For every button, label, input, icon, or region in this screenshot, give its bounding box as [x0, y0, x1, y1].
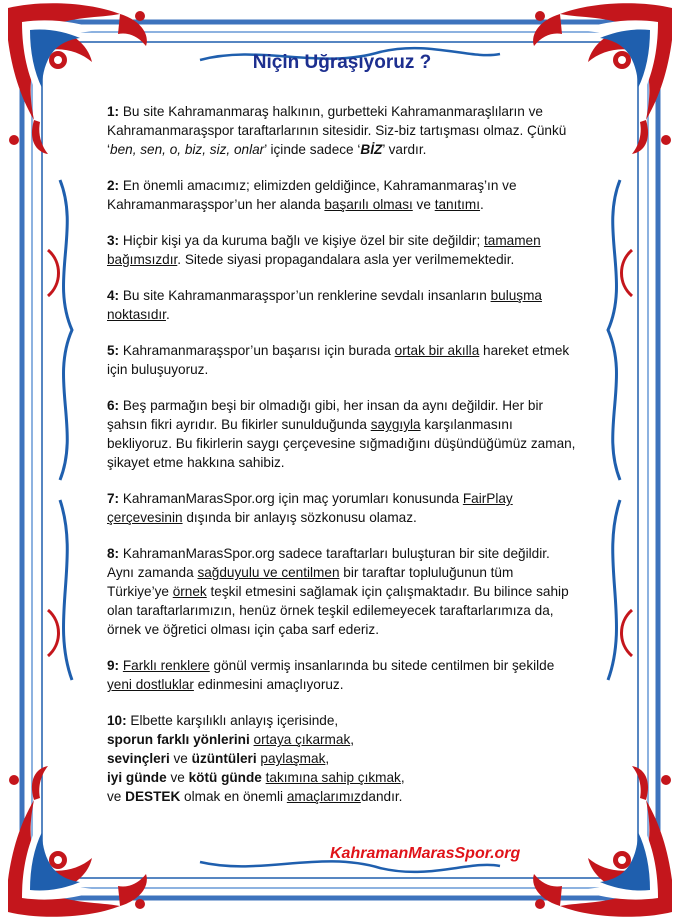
paragraph-text: ve — [412, 197, 435, 212]
underlined-phrase: saygıyla — [370, 417, 421, 432]
underlined-phrase: örnek — [172, 584, 207, 599]
paragraph-text: ’ vardır. — [382, 142, 427, 157]
paragraph — [107, 656, 577, 694]
underlined-phrase: ortaya çıkarmak — [253, 732, 351, 747]
paragraph — [107, 231, 577, 269]
paragraph-text: Beş parmağın beşi bir olmadığı gibi, her insan da aynı değildir. Her bir şahsın fikri ayrıdır. Bu fikirler sunulduğunda — [107, 398, 543, 432]
paragraph-text: teşkil etmesini sağlamak için çalışmaktadır. Bu bilince sahip olan taraftarlarımızın, henüz örnek teşkil edilemeyecek taraftarlarımıza da, örnek ve öğretici olması için çaba sarf ederiz. — [107, 584, 569, 637]
paragraph-text: ve — [166, 770, 189, 785]
paragraph-text: olmak en önemli — [180, 789, 287, 804]
bold-phrase: DESTEK — [125, 789, 181, 804]
paragraph-text: gönül vermiş insanlarında bu sitede centilmen bir şekilde — [209, 658, 555, 673]
paragraph-text: , — [325, 751, 330, 766]
paragraph-text: Hiçbir kişi ya da kuruma bağlı ve kişiye özel bir site değildir; — [119, 233, 485, 248]
underlined-phrase: ortak bir akılla — [394, 343, 480, 358]
paragraph-text: dışında bir anlayış sözkonusu olamaz. — [182, 510, 417, 525]
paragraph-text: . Sitede siyasi propagandalara asla yer verilmemektedir. — [177, 252, 515, 267]
paragraph-number: 5: — [107, 343, 120, 358]
paragraph-text: KahramanMarasSpor.org için maç yorumları konusunda — [119, 491, 463, 506]
paragraph-number: 2: — [107, 178, 120, 193]
site-name: KahramanMarasSpor.org — [330, 845, 521, 862]
underlined-phrase: amaçlarımız — [286, 789, 361, 804]
underlined-phrase: yeni dostluklar — [107, 677, 194, 692]
underlined-phrase: buluşma noktasıdır — [107, 288, 542, 322]
paragraph-text: hareket etmek için buluşuyoruz. — [107, 343, 570, 377]
bold-phrase: sevinçleri — [107, 751, 170, 766]
paragraph-text: Bu site Kahramanmaraşspor’un renklerine sevdalı insanların — [119, 288, 491, 303]
paragraph-text: ve — [107, 789, 126, 804]
paragraph-text: ’ içinde sadece ‘ — [264, 142, 361, 157]
paragraph — [107, 489, 577, 527]
paragraph-text: ve — [169, 751, 192, 766]
bold-phrase: sporun farklı yönlerini — [107, 732, 250, 747]
paragraph-text: KahramanMarasSpor.org sadece taraftarları buluşturan bir site değildir. Aynı zamanda — [107, 546, 550, 580]
bold-phrase: kötü günde — [188, 770, 262, 785]
bold-phrase: üzüntüleri — [191, 751, 257, 766]
paragraph — [107, 711, 577, 806]
underlined-phrase: Farklı renklere — [122, 658, 210, 673]
paragraph-text: , — [400, 770, 405, 785]
paragraph-number: 7: — [107, 491, 120, 506]
paragraph-text: edinmesini amaçlıyoruz. — [193, 677, 344, 692]
page-title: Niçin Uğraşıyoruz ? — [252, 52, 432, 73]
underlined-phrase: tamamen bağımsızdır — [107, 233, 541, 267]
paragraph-number: 6: — [107, 398, 120, 413]
bold-phrase: iyi günde — [107, 770, 167, 785]
paragraph-number: 3: — [107, 233, 120, 248]
paragraph-text: . — [480, 197, 484, 212]
paragraph-number: 4: — [107, 288, 120, 303]
paragraph-text: karşılanmasını bekliyoruz. Bu fikirlerin saygı çerçevesine sığmadığını düşündüğümüz zaman, şikayet etme hakkına sahibiz. — [107, 417, 576, 470]
paragraph — [107, 286, 577, 324]
underlined-phrase: takımına sahip çıkmak — [265, 770, 401, 785]
underlined-phrase: tanıtımı — [434, 197, 481, 212]
paragraph — [107, 544, 577, 639]
paragraph-text: Elbette karşılıklı anlayış içerisinde, — [126, 713, 339, 728]
underlined-phrase: paylaşmak — [260, 751, 326, 766]
paragraph-text: Bu site Kahramanmaraş halkının, gurbetteki Kahramanmaraşlıların ve Kahramanmaraşspor taraftarlarının sitesidir. Siz-biz tartışması olmaz. Çünkü ‘ — [107, 104, 567, 157]
paragraph-text: dandır. — [360, 789, 403, 804]
paragraph — [107, 341, 577, 379]
paragraph-number: 9: — [107, 658, 120, 673]
paragraph-text: , — [350, 732, 355, 747]
paragraph-list — [107, 102, 577, 806]
paragraph-text: ben, sen, o, biz, siz, onlar — [110, 142, 265, 157]
paragraph — [107, 176, 577, 214]
paragraph-text: En önemli amacımız; elimizden geldiğince, Kahramanmaraş’ın ve Kahramanmaraşspor’un her alanda — [107, 178, 517, 212]
content-area — [107, 52, 577, 823]
paragraph-number: 1: — [107, 104, 120, 119]
paragraph-text: Kahramanmaraşspor’un başarısı için burada — [119, 343, 395, 358]
underlined-phrase: FairPlay çerçevesinin — [107, 491, 513, 525]
paragraph-text: . — [165, 307, 170, 322]
paragraph — [107, 102, 577, 159]
paragraph-number: 8: — [107, 546, 120, 561]
paragraph-text: bir taraftar topluluğunun tüm Türkiye’ye — [107, 565, 514, 599]
paragraph-number: 10: — [107, 713, 127, 728]
paragraph — [107, 396, 577, 472]
bold-phrase: BİZ — [360, 142, 383, 157]
underlined-phrase: başarılı olması — [324, 197, 413, 212]
underlined-phrase: sağduyulu ve centilmen — [197, 565, 340, 580]
